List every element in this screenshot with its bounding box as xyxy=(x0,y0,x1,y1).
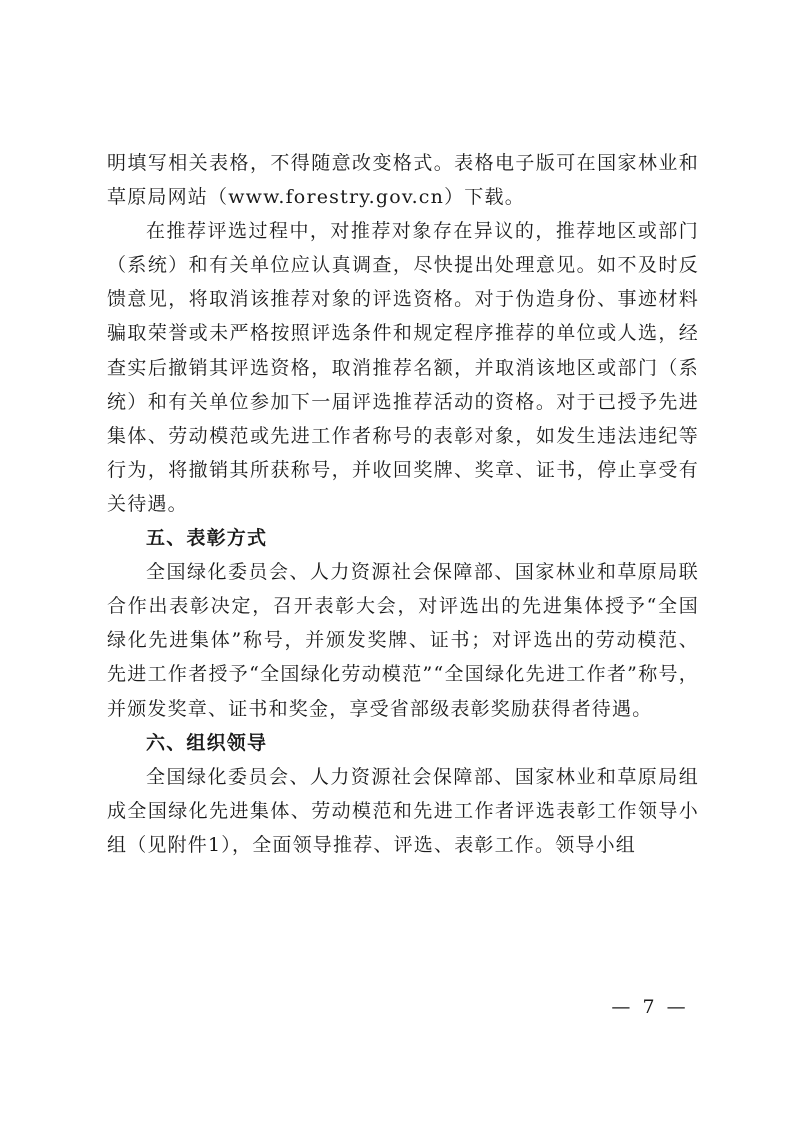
paragraph-commendation-method: 全国绿化委员会、人力资源社会保障部、国家林业和草原局联合作出表彰决定，召开表彰大会，对评选出的先进集体授予“全国绿化先进集体”称号，并颁发奖牌、证书；对评选出的劳动模范、先进工作者授予“全国绿化劳动模范”“全国绿化先进工作者”称号，并颁发奖章、证书和奖金，享受省部级表彰奖励获得者待遇。 xyxy=(107,561,699,720)
paragraph-download-info: 明填写相关表格，不得随意改变格式。表格电子版可在国家林业和草原局网站（www.forestry.gov.cn）下载。 xyxy=(107,152,699,209)
page-number: — 7 — xyxy=(611,996,689,1018)
paragraph-organization-leadership: 全国绿化委员会、人力资源社会保障部、国家林业和草原局组成全国绿化先进集体、劳动模范和先进工作者评选表彰工作领导小组（见附件1），全面领导推荐、评选、表彰工作。领导小组 xyxy=(107,765,699,856)
section-heading-organization-leadership: 六、组织领导 xyxy=(146,731,268,754)
section-heading-commendation-method: 五、表彰方式 xyxy=(146,527,268,550)
body-text xyxy=(107,146,699,862)
paragraph-objection-handling: 在推荐评选过程中，对推荐对象存在异议的，推荐地区或部门（系统）和有关单位应认真调查，尽快提出处理意见。如不及时反馈意见，将取消该推荐对象的评选资格。对于伪造身份、事迹材料骗取荣誉或未严格按照评选条件和规定程序推荐的单位或人选，经查实后撤销其评选资格，取消推荐名额，并取消该地区或部门（系统）和有关单位参加下一届评选推荐活动的资格。对于已授予先进集体、劳动模范或先进工作者称号的表彰对象，如发生违法违纪等行为，将撤销其所获称号，并收回奖牌、奖章、证书，停止享受有关待遇。 xyxy=(107,220,699,515)
